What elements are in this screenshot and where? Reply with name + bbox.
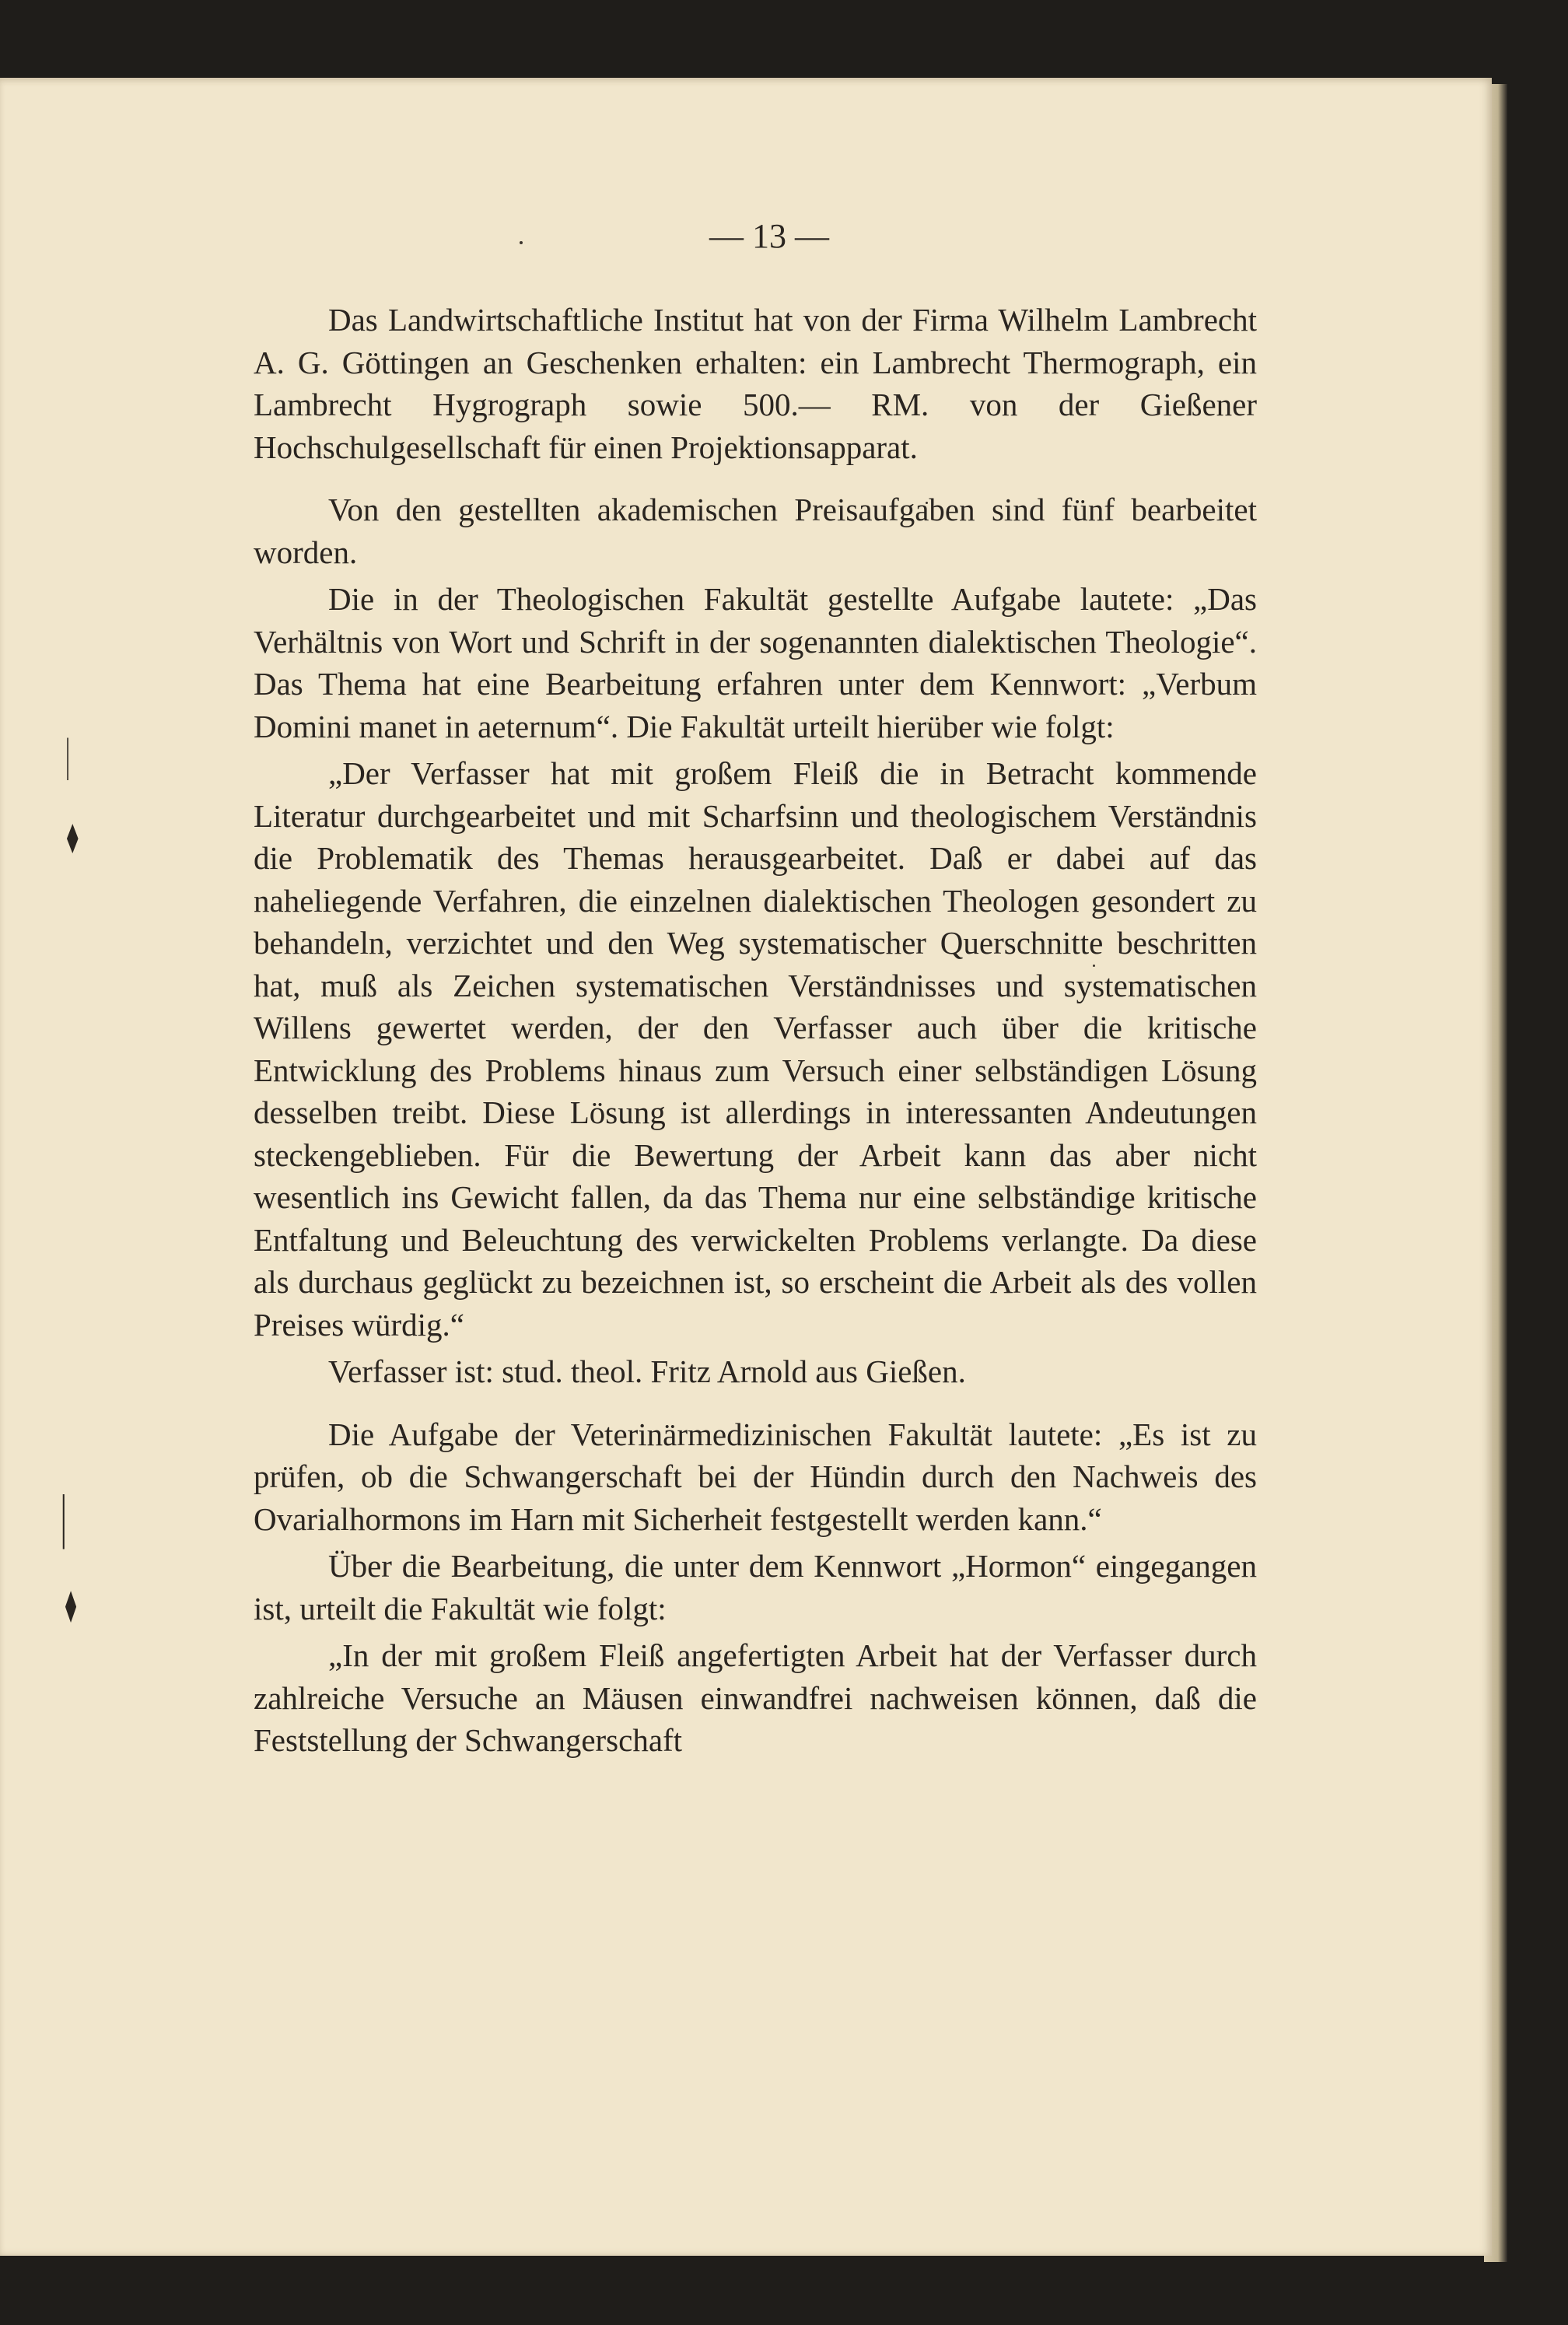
page-number: — 13 — bbox=[709, 217, 829, 255]
paragraph-veterinary-verdict: „In der mit großem Fleiß angefertigten Arbeit hat der Verfasser durch zahlreiche Versuche an Mäusen einwandfrei nachweisen können, daß die Feststellung der Schwangerschaft bbox=[254, 1637, 1257, 1758]
paragraph-veterinary-submission: Über die Bearbeitung, die unter dem Kennwort „Hormon“ eingegangen ist, urteilt die Fakultät wie folgt: bbox=[254, 1548, 1257, 1626]
paragraph-institute-gifts: Das Landwirtschaftliche Institut hat von der Firma Wilhelm Lambrecht A. G. Göttingen an Geschenken erhalten: ein Lambrecht Thermograph, ein Lambrecht Hygrograph sowie 500.— RM. von der Gießener Hochschulgesellschaft für einen Projektionsapparat. bbox=[254, 302, 1257, 465]
body-text bbox=[254, 299, 1257, 1762]
paragraph-theology-author: Verfasser ist: stud. theol. Fritz Arnold aus Gießen. bbox=[328, 1353, 966, 1389]
paragraph-theology-task: Die in der Theologischen Fakultät gestellte Aufgabe lautete: „Das Verhältnis von Wort und Schrift in der sogenannten dialektischen Theologie“. Das Thema hat eine Bearbeitung erfahren unter dem Kennwort: „Verbum Domini manet in aeternum“. Die Fakultät urteilt hierüber wie folgt: bbox=[254, 581, 1257, 744]
margin-pencil-mark: ♦ bbox=[63, 817, 82, 863]
paragraph-veterinary-task: Die Aufgabe der Veterinärmedizinischen Fakultät lautete: „Es ist zu prüfen, ob die Schwangerschaft bei der Hündin durch den Nachweis des Ovarialhormons im Harn mit Sicherheit festgestellt werden kann.“ bbox=[254, 1416, 1257, 1537]
margin-pencil-mark: ♦ bbox=[61, 1583, 80, 1633]
margin-pencil-mark: | bbox=[65, 731, 71, 780]
paragraph-prize-tasks: Von den gestellten akademischen Preisaufgaben sind fünf bearbeitet worden. bbox=[254, 492, 1257, 570]
paragraph-theology-verdict: „Der Verfasser hat mit großem Fleiß die in Betracht kommende Literatur durchgearbeitet und mit Scharfsinn und theologischem Verständnis die Problematik des Themas herausgearbeitet. Daß er dabei auf das naheliegende Verfahren, die einzelnen dialektischen Theologen gesondert zu behandeln, verzichtet und den Weg systematischer Querschnitte beschritten hat, muß als Zeichen systematischen Verständnisses und systematischen Willens gewertet werden, der den Verfasser auch über die kritische Entwicklung des Problems hinaus zum Versuch einer selbständigen Lösung desselben treibt. Diese Lösung ist allerdings in interessanten Andeutungen steckengeblieben. Für die Bewertung der Arbeit kann das aber nicht wesentlich ins Gewicht fallen, da das Thema nur eine selbständige kritische Entfaltung und Beleuchtung des verwickelten Problems verlangte. Da diese als durchaus geglückt zu bezeichnen ist, so erscheint die Arbeit als des vollen Preises würdig.“ bbox=[254, 755, 1257, 1343]
margin-pencil-mark: | bbox=[60, 1486, 67, 1549]
